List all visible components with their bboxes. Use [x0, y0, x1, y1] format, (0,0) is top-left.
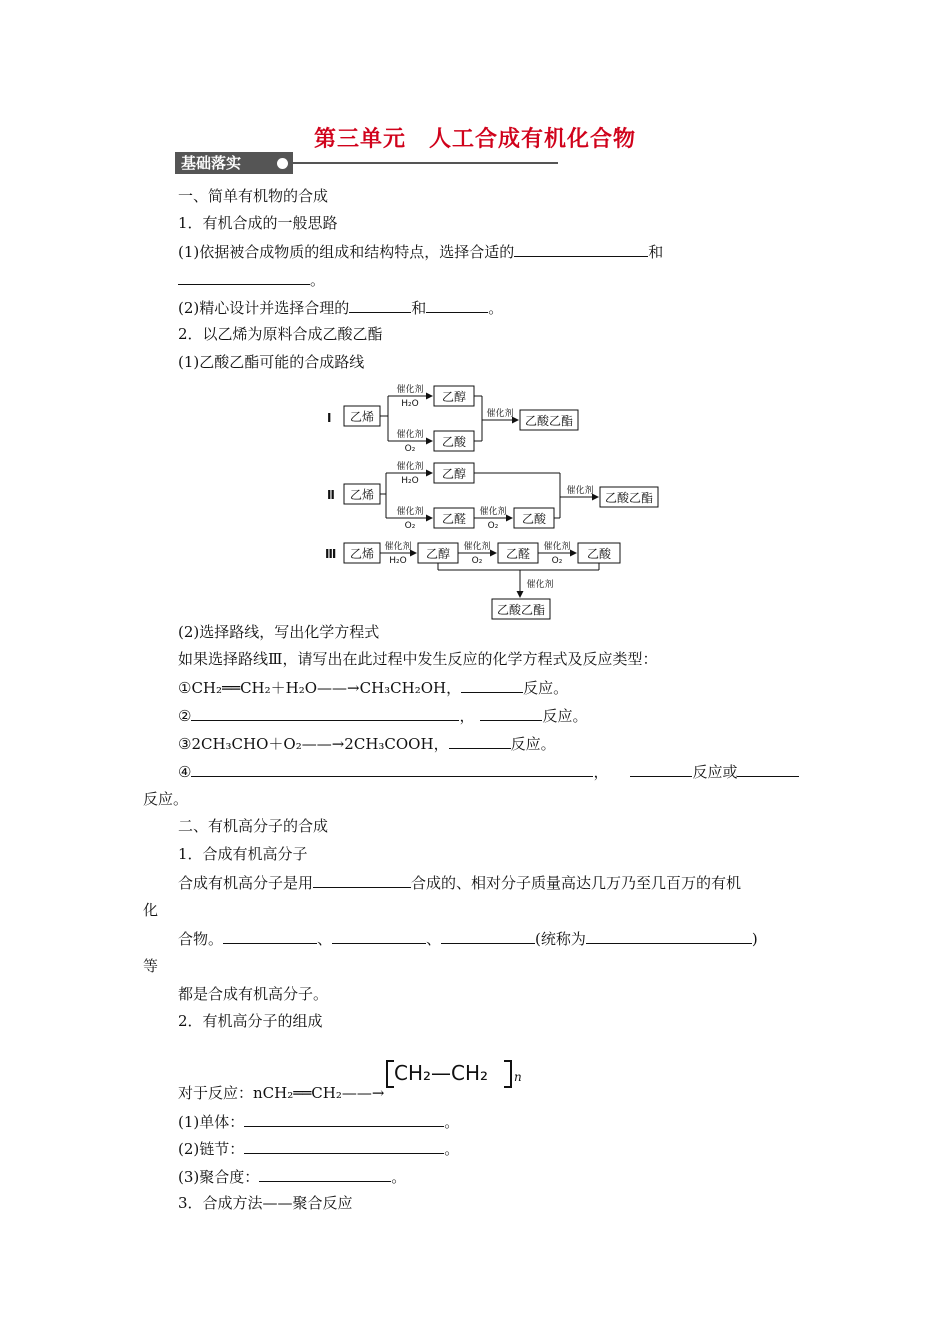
answer-blank[interactable] — [191, 761, 593, 777]
node-ester: 乙酸乙酯 — [524, 414, 574, 428]
polymer-def-wrap2: 等 — [143, 957, 159, 975]
answer-blank[interactable] — [313, 872, 411, 888]
node-ethylene: 乙烯 — [349, 547, 375, 561]
equation-1-text: ①CH₂══CH₂＋H₂O——→CH₃CH₂OH， — [178, 679, 462, 697]
section-badge: 基础落实 — [175, 152, 293, 174]
label-catalyst: 催化剂 — [566, 486, 594, 496]
paren: ) — [751, 930, 758, 948]
answer-blank[interactable] — [244, 1138, 444, 1154]
equation-2 — [178, 705, 587, 726]
answer-blank[interactable] — [426, 297, 488, 313]
equation-4-end: 反应。 — [143, 790, 189, 808]
reaction-suffix: 反应。 — [523, 679, 569, 697]
period: 。 — [444, 1113, 460, 1131]
step2-heading: (2)选择路线，写出化学方程式 — [178, 623, 380, 641]
separator: 、 — [426, 930, 442, 948]
monomer-label: (1)单体： — [178, 1113, 245, 1131]
bracket-right — [504, 1060, 512, 1088]
degree-n: n — [514, 1070, 522, 1084]
node-ethanol: 乙醇 — [425, 547, 451, 561]
node-aldehyde: 乙醛 — [505, 547, 531, 561]
answer-blank[interactable] — [259, 1166, 391, 1182]
label-oxygen: O₂ — [487, 521, 499, 531]
q2-and: 和 — [411, 299, 427, 317]
answer-blank[interactable] — [449, 733, 511, 749]
answer-blank[interactable] — [191, 705, 459, 721]
node-ethanol: 乙醇 — [441, 467, 467, 481]
polymer-def-line1 — [178, 872, 741, 893]
polymer-def-wrap: 化 — [143, 901, 159, 919]
def-text: 合成的、相对分子质量高达几万乃至几百万的有机 — [411, 874, 742, 892]
node-acid: 乙酸 — [586, 547, 612, 561]
node-ester: 乙酸乙酯 — [604, 491, 654, 505]
node-ester: 乙酸乙酯 — [496, 603, 546, 617]
synthesis-route-diagram — [320, 378, 665, 623]
equation-1 — [178, 677, 568, 698]
equation-3 — [178, 733, 556, 754]
equation-3-text: ③2CH₃CHO＋O₂——→2CH₃COOH， — [178, 735, 449, 753]
comma: ， — [593, 763, 609, 781]
answer-blank[interactable] — [244, 1111, 444, 1127]
polymer-def-line3: 都是合成有机高分子。 — [178, 985, 329, 1003]
answer-blank[interactable] — [332, 928, 426, 944]
badge-divider — [293, 162, 558, 164]
equation-4 — [178, 761, 799, 782]
equation-4-num: ④ — [178, 763, 192, 781]
polymer-chain: CH₂—CH₂ — [394, 1061, 489, 1085]
label-catalyst: 催化剂 — [463, 542, 491, 552]
answer-blank[interactable] — [441, 928, 535, 944]
period: 。 — [391, 1168, 407, 1186]
page-title: 第三单元 人工合成有机化合物 — [313, 127, 636, 152]
answer-blank[interactable] — [737, 761, 799, 777]
step2-prompt: 如果选择路线Ⅲ，请写出在此过程中发生反应的化学方程式及反应类型： — [178, 650, 658, 668]
label-catalyst: 催化剂 — [526, 580, 554, 590]
q1-end: 。 — [310, 271, 326, 289]
def-text: 合成有机高分子是用 — [178, 874, 314, 892]
answer-blank[interactable] — [586, 928, 752, 944]
polymer-def-line2 — [178, 928, 758, 949]
label-water: H₂O — [401, 399, 419, 409]
answer-blank[interactable] — [461, 677, 523, 693]
section2-item1: 1．合成有机高分子 — [178, 845, 308, 863]
label-water: H₂O — [389, 556, 407, 566]
reaction-prefix: 对于反应：nCH₂══CH₂——→ — [178, 1084, 385, 1102]
repeat-unit-question — [178, 1138, 459, 1159]
label-oxygen: O₂ — [404, 444, 416, 454]
monomer-question — [178, 1111, 459, 1132]
node-acid: 乙酸 — [521, 512, 547, 526]
period: 。 — [444, 1140, 460, 1158]
node-ethanol: 乙醇 — [441, 390, 467, 404]
label-oxygen: O₂ — [404, 521, 416, 531]
q2-line — [178, 297, 503, 318]
degree-label: (3)聚合度： — [178, 1168, 260, 1186]
answer-blank[interactable] — [178, 269, 310, 285]
route-heading: (1)乙酸乙酯可能的合成路线 — [178, 353, 365, 371]
section1-heading: 一、简单有机物的合成 — [178, 187, 329, 205]
label-oxygen: O₂ — [551, 556, 563, 566]
node-aldehyde: 乙醛 — [441, 512, 467, 526]
q2-end: 。 — [488, 299, 504, 317]
section2-heading: 二、有机高分子的合成 — [178, 817, 329, 835]
badge-dot-icon — [277, 158, 288, 169]
q1-and: 和 — [648, 243, 664, 261]
separator: 、 — [317, 930, 333, 948]
reaction-or: 反应或 — [692, 763, 738, 781]
node-acid: 乙酸 — [441, 435, 467, 449]
label-catalyst: 催化剂 — [396, 385, 424, 395]
node-ethylene: 乙烯 — [349, 488, 375, 502]
answer-blank[interactable] — [480, 705, 542, 721]
route-label-2: Ⅱ — [327, 488, 335, 502]
label-catalyst: 催化剂 — [396, 507, 424, 517]
label-catalyst: 催化剂 — [396, 462, 424, 472]
def-text: 合物。 — [178, 930, 224, 948]
answer-blank[interactable] — [349, 297, 411, 313]
route-label-3: Ⅲ — [325, 547, 337, 561]
label-oxygen: O₂ — [471, 556, 483, 566]
route-label-1: Ⅰ — [327, 411, 332, 425]
label-catalyst: 催化剂 — [486, 409, 514, 419]
def-text: (统称为 — [535, 930, 586, 948]
node-ethylene: 乙烯 — [349, 410, 375, 424]
equation-2-num: ② — [178, 707, 192, 725]
section1-item2: 2．以乙烯为原料合成乙酸乙酯 — [178, 325, 383, 343]
bracket-left — [386, 1060, 394, 1088]
section1-item1: 1．有机合成的一般思路 — [178, 214, 338, 232]
label-catalyst: 催化剂 — [384, 542, 412, 552]
section2-item3: 3．合成方法——聚合反应 — [178, 1194, 353, 1212]
comma: ， — [459, 707, 475, 725]
label-catalyst: 催化剂 — [543, 542, 571, 552]
section2-item2: 2．有机高分子的组成 — [178, 1012, 323, 1030]
label-water: H₂O — [401, 476, 419, 486]
q1-line2 — [178, 269, 325, 290]
q1-line1 — [178, 241, 663, 262]
answer-blank[interactable] — [223, 928, 317, 944]
q1-text: (1)依据被合成物质的组成和结构特点，选择合适的 — [178, 243, 515, 261]
reaction-suffix: 反应。 — [542, 707, 588, 725]
answer-blank[interactable] — [630, 761, 692, 777]
label-catalyst: 催化剂 — [479, 507, 507, 517]
reaction-suffix: 反应。 — [510, 735, 556, 753]
label-catalyst: 催化剂 — [396, 430, 424, 440]
degree-question — [178, 1166, 406, 1187]
q2-text: (2)精心设计并选择合理的 — [178, 299, 350, 317]
answer-blank[interactable] — [514, 241, 648, 257]
repeat-unit-label: (2)链节： — [178, 1140, 245, 1158]
